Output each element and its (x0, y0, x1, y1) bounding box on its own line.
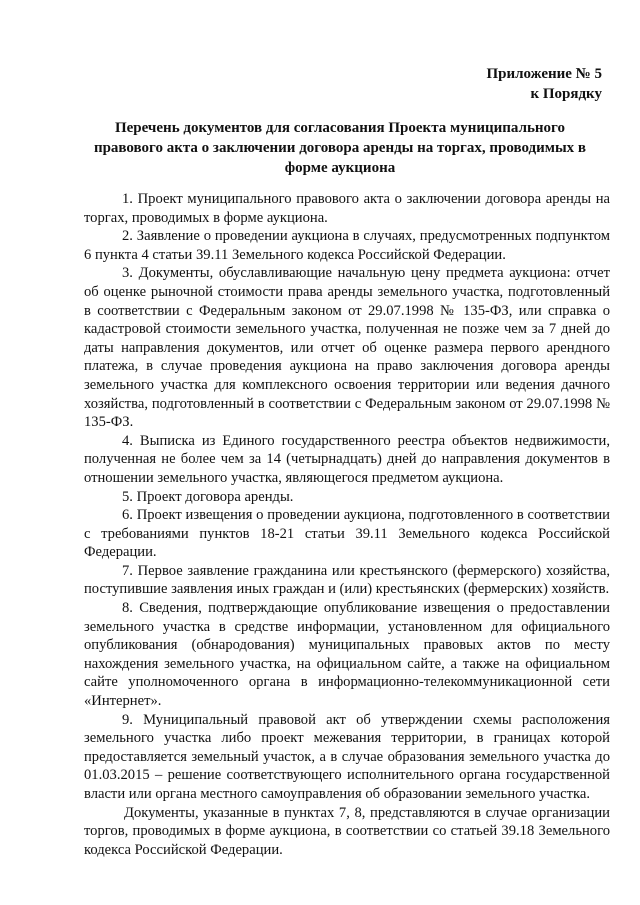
final-note: Документы, указанные в пунктах 7, 8, представляются в случае организации торгов, проводимых в форме аукциона, в соответствии со статьей 39.18 Земельного кодекса Российской Федерации. (84, 804, 610, 858)
annex-header (486, 64, 602, 104)
document-title: Перечень документов для согласования Проекта муниципального правового акта о заключении договора аренды на торгах, проводимых в форме аукциона (93, 120, 587, 176)
list-item: 7. Первое заявление гражданина или крестьянского (фермерского) хозяйства, поступившие заявления иных граждан и (или) крестьянских (фермерских) хозяйств. (84, 562, 610, 598)
list-item: 4. Выписка из Единого государственного реестра объектов недвижимости, полученная не более чем за 14 (четырнадцать) дней до направления документов в отношении земельного участка, являющегося предметом аукциона. (84, 432, 610, 486)
list-item: 8. Сведения, подтверждающие опубликование извещения о предоставлении земельного участка в средстве информации, установленном для официального опубликования (обнародования) муниципальных правовых актов по месту нахождения земельного участка, на официальном сайте, а также на официальном сайте уполномоченного органа в информационно-телекоммуникационной сети «Интернет». (84, 600, 610, 710)
list-item: 2. Заявление о проведении аукциона в случаях, предусмотренных подпунктом 6 пункта 4 статьи 39.11 Земельного кодекса Российской Федерации. (84, 228, 610, 263)
list-item: 5. Проект договора аренды. (122, 488, 294, 505)
list-item: 6. Проект извещения о проведении аукциона, подготовленного в соответствии с требованиями пунктов 18-21 статьи 39.11 Земельного кодекса Российской Федерации. (84, 507, 610, 561)
list-item: 1. Проект муниципального правового акта о заключении договора аренды на торгах, проводимых в форме аукциона. (84, 191, 610, 226)
annex-reference: к Порядку (530, 86, 602, 102)
list-item: 9. Муниципальный правовой акт об утверждении схемы расположения земельного участка либо проект межевания территории, в границах которой предоставляется земельный участок, а в случае образования земельного участка до 01.03.2015 – решение соответствующего исполнительного органа государственной власти или органа местного самоуправления об образовании земельного участка. (84, 711, 610, 802)
list-item: 3. Документы, обуславливающие начальную цену предмета аукциона: отчет об оценке рыночной стоимости права аренды земельного участка, подготовленный в соответствии с Федеральным законом от 29.07.1998 № 135-ФЗ, или справка о кадастровой стоимости земельного участка, полученная не позже чем за 7 дней до даты направления документов, или отчет об оценке размера первого арендного платежа, в случае проведения аукциона на право заключения договора аренды земельного участка для комплексного освоения территории или ведения дачного хозяйства, подготовленный в соответствии с Федеральным законом от 29.07.1998 № 135-ФЗ. (84, 265, 610, 431)
document-body (84, 190, 610, 859)
annex-number: Приложение № 5 (486, 66, 602, 82)
